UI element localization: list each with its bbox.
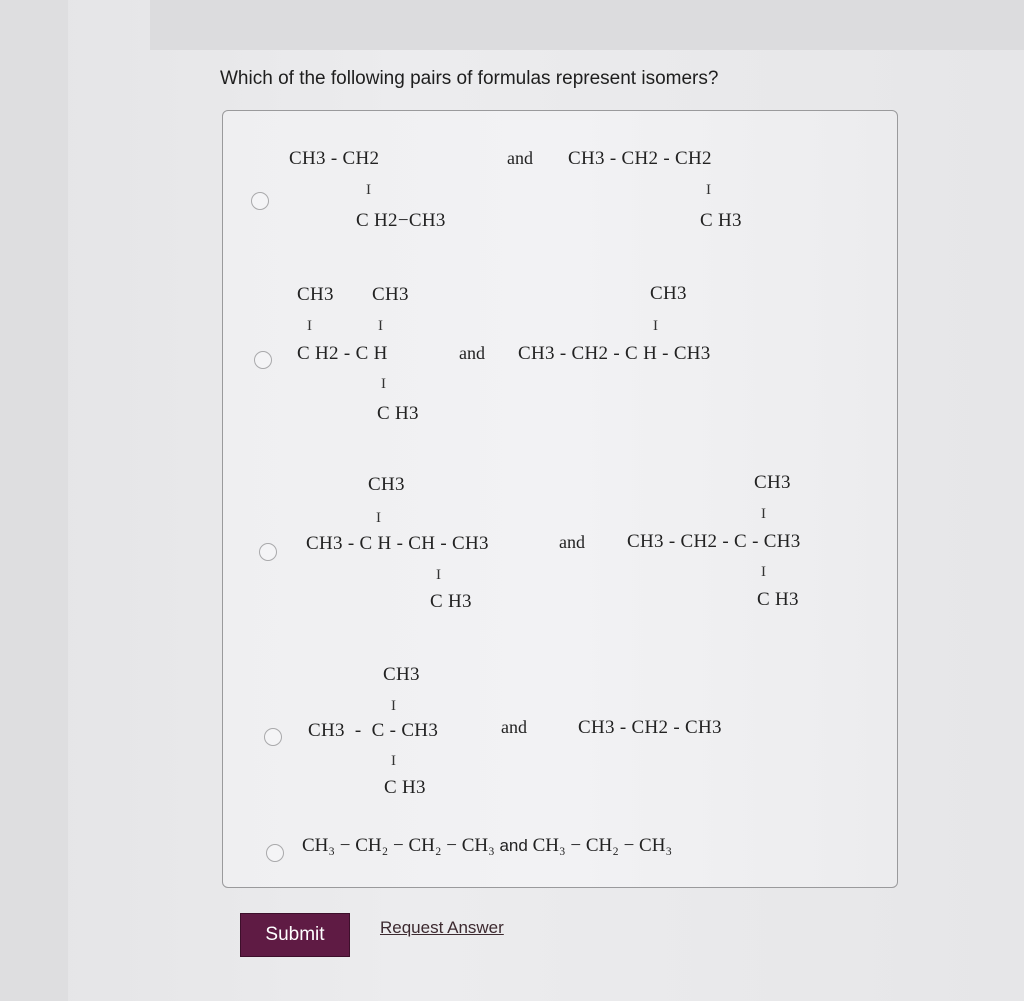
request-answer-link[interactable]: Request Answer [380, 918, 504, 937]
option-1-left-bottom: C H2−CH3 [356, 210, 446, 231]
option-1-right-top: CH3 - CH2 - CH2 [568, 148, 712, 169]
option-3-left-main: CH3 - C H - CH - CH3 [306, 533, 489, 554]
option-3-radio[interactable] [259, 543, 277, 561]
option-4-radio[interactable] [264, 728, 282, 746]
option-3-left-bond-bottom: I [436, 567, 441, 583]
option-4-right-main: CH3 - CH2 - CH3 [578, 717, 722, 738]
option-2-left-bond-b: I [378, 318, 383, 334]
option-3-and: and [559, 532, 585, 552]
submit-button[interactable]: Submit [240, 913, 350, 957]
option-1-right-bottom: C H3 [700, 210, 742, 231]
option-2-right-bond: I [653, 318, 658, 334]
option-1-right-bond: I [706, 182, 711, 198]
option-2-radio[interactable] [254, 351, 272, 369]
option-3-left-bond-top: I [376, 510, 381, 526]
option-4-and: and [501, 717, 527, 737]
option-2-and: and [459, 343, 485, 363]
option-5-radio[interactable] [266, 844, 284, 862]
option-4-left-top: CH3 [383, 664, 420, 685]
option-2-left-top-a: CH3 [297, 284, 334, 305]
background-left-strip [0, 0, 68, 1001]
option-2-left-mid: C H2 - C H [297, 343, 388, 364]
answer-options-box [222, 110, 898, 888]
option-2-left-bottom: C H3 [377, 403, 419, 424]
option-5-right: CH₃ − CH₂ − CH₃ [532, 835, 673, 856]
question-text: Which of the following pairs of formulas represent isomers? [220, 68, 719, 89]
option-4-left-bottom: C H3 [384, 777, 426, 798]
option-1-left-bond: I [366, 182, 371, 198]
option-3-right-top: CH3 [754, 472, 791, 493]
option-2-left-top-b: CH3 [372, 284, 409, 305]
option-2-left-bond-c: I [381, 376, 386, 392]
option-3-right-main: CH3 - CH2 - C - CH3 [627, 531, 801, 552]
option-3-right-bond-bottom: I [761, 564, 766, 580]
option-2-right-top: CH3 [650, 283, 687, 304]
option-5-and: and [499, 836, 528, 855]
option-1-and: and [507, 148, 533, 168]
option-4-left-bond-top: I [391, 698, 396, 714]
background-top-band [150, 0, 1024, 50]
option-3-left-bottom: C H3 [430, 591, 472, 612]
option-2-left-bond-a: I [307, 318, 312, 334]
option-5-left: CH₃ − CH₂ − CH₂ − CH₃ [302, 835, 495, 856]
option-4-left-bond-bottom: I [391, 753, 396, 769]
option-3-right-bottom: C H3 [757, 589, 799, 610]
option-3-left-top: CH3 [368, 474, 405, 495]
option-2-right-main: CH3 - CH2 - C H - CH3 [518, 343, 711, 364]
option-1-radio[interactable] [251, 192, 269, 210]
option-3-right-bond-top: I [761, 506, 766, 522]
option-1-left-top: CH3 - CH2 [289, 148, 380, 169]
option-4-left-main: CH3 - C - CH3 [308, 720, 439, 741]
option-5-formulas [302, 835, 672, 857]
